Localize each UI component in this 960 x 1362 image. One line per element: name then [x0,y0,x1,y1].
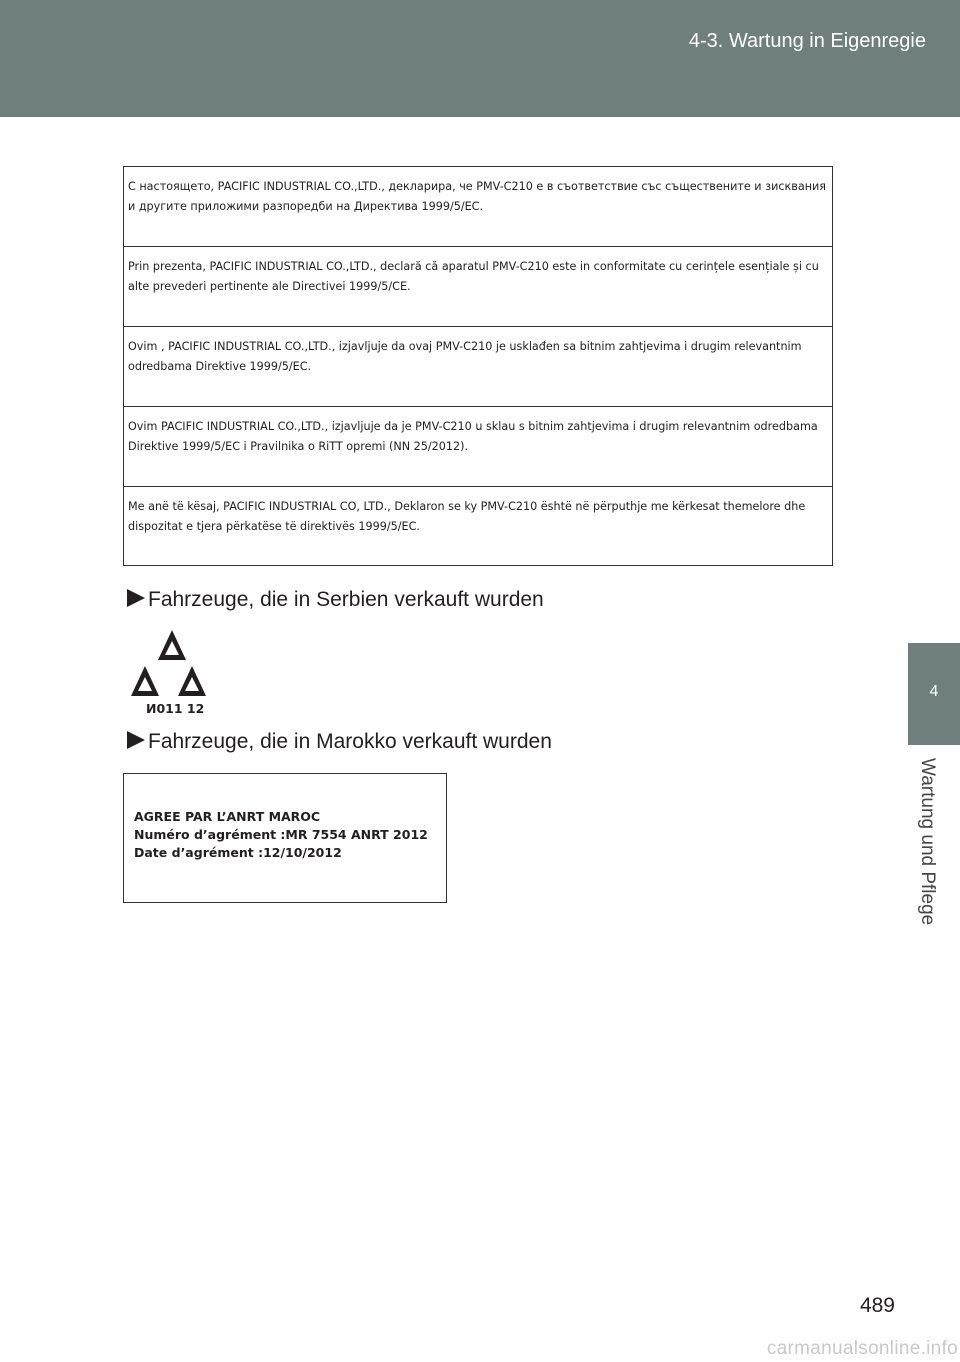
page-number: 489 [859,1294,895,1317]
serbia-mark-code: И011 12 [146,701,205,716]
declaration-bulgarian: С настоящето, PACIFIC INDUSTRIAL CO.,LTD., декларира, че PMV-C210 е в съответствие със съществените и зисквания и другите приложими разпоредби на Директива 1999/5/EC. [124,167,832,247]
declaration-table [123,166,833,566]
serbia-heading [127,588,544,612]
morocco-line: Numéro d’agrément :MR 7554 ANRT 2012 [134,827,428,842]
chapter-number: 4 [929,683,939,700]
serbia-certification-mark [130,626,215,716]
morocco-heading-text: Fahrzeuge, die in Marokko verkauft wurden [148,730,552,753]
chapter-label-text: Wartung und Pflege [917,758,938,926]
morocco-heading [127,730,552,754]
morocco-approval-box [123,773,447,903]
section-title: 4-3. Wartung in Eigenregie [688,30,926,52]
serbia-heading-text: Fahrzeuge, die in Serbien verkauft wurden [148,588,544,611]
morocco-line: AGREE PAR L’ANRT MAROC [134,809,321,824]
triangle-mark-icon [130,626,215,701]
declaration-bosnian: Ovim , PACIFIC INDUSTRIAL CO.,LTD., izjavljuje da ovaj PMV-C210 je usklađen sa bitnim zahtjevima i drugim relevantnim odredbama Direktive 1999/5/EC. [124,327,832,407]
chapter-tab[interactable] [908,643,960,745]
declaration-croatian: Ovim PACIFIC INDUSTRIAL CO.,LTD., izjavljuje da je PMV-C210 u sklau s bitnim zahtjevima i drugim relevantnim odredbama Direktive 1999/5/EC i Pravilnika o RiTT opremi (NN 25/2012). [124,407,832,487]
watermark: carmanualsonline.info [766,1338,958,1359]
triangle-bullet-icon [127,589,145,607]
page-header [0,0,960,117]
chapter-label [916,758,950,948]
declaration-romanian: Prin prezenta, PACIFIC INDUSTRIAL CO.,LTD., declară că aparatul PMV-C210 este in conformitate cu cerințele esențiale și cu alte prevederi pertinente ale Directivei 1999/5/CE. [124,247,832,327]
morocco-line: Date d’agrément :12/10/2012 [134,845,342,860]
declaration-albanian: Me anë të kësaj, PACIFIC INDUSTRIAL CO, LTD., Deklaron se ky PMV-C210 është në përputhje me kërkesat themelore dhe dispozitat e tjera përkatëse të direktivës 1999/5/EC. [128,500,806,533]
triangle-bullet-icon [127,731,145,749]
